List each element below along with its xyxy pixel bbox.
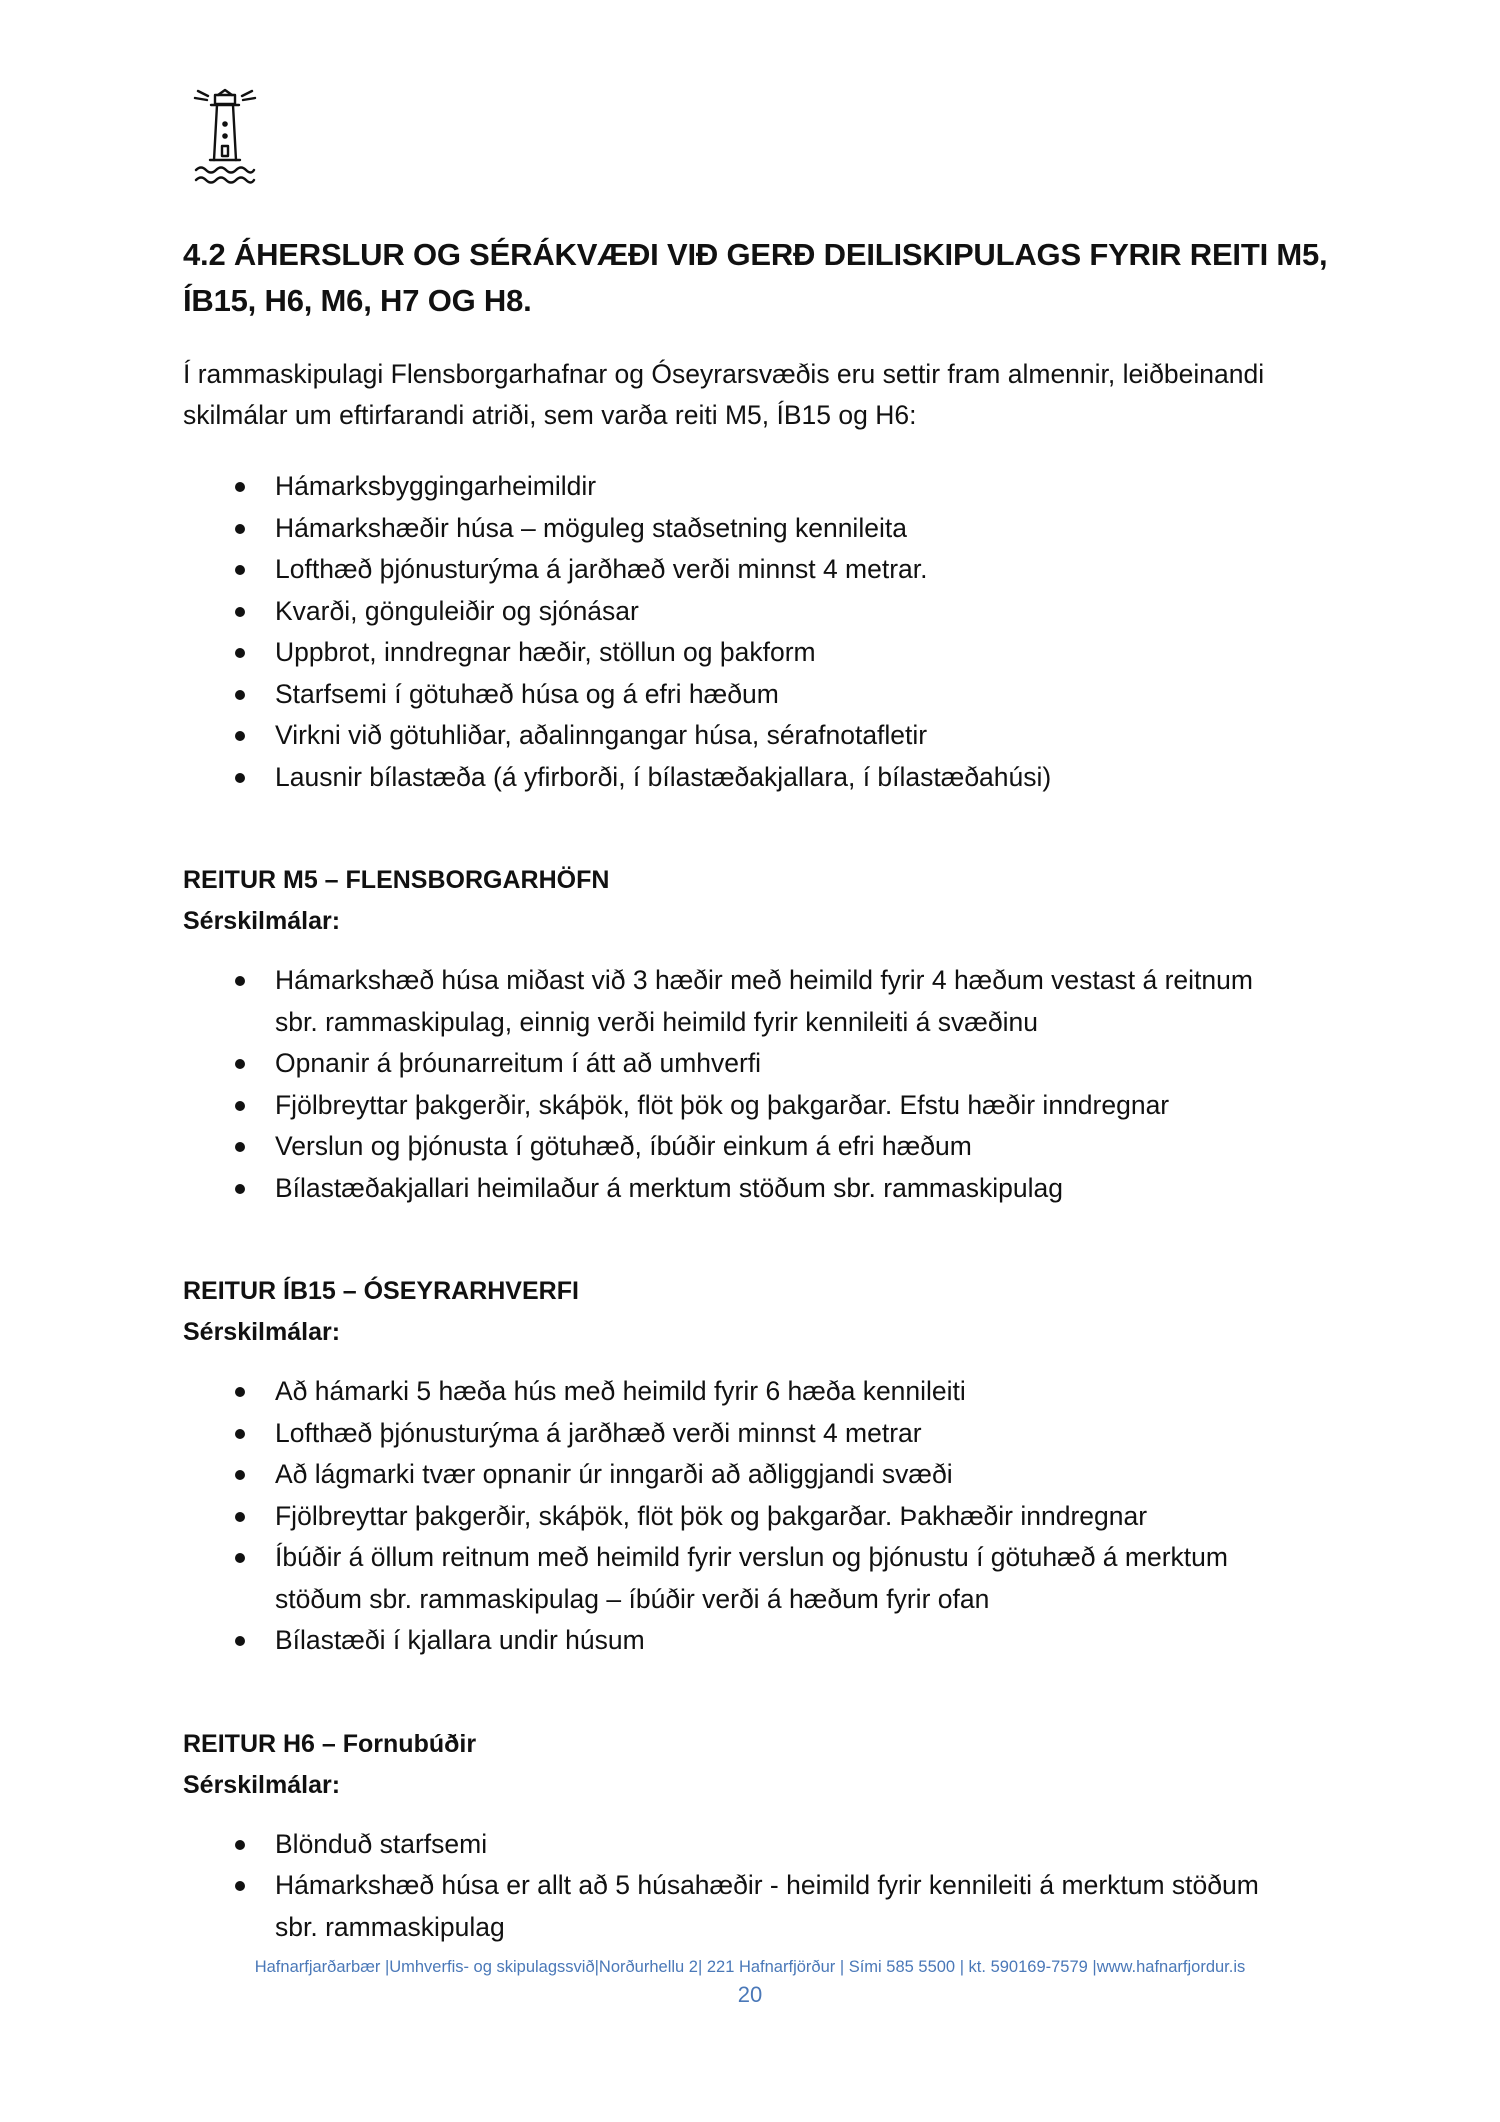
document-body	[183, 232, 1333, 1948]
list-item: Lofthæð þjónusturýma á jarðhæð verði minnst 4 metrar	[275, 1413, 1333, 1455]
list-item: Uppbrot, inndregnar hæðir, stöllun og þakform	[275, 632, 1333, 674]
list-item	[275, 960, 1333, 1043]
section-subheading: Sérskilmálar:	[183, 907, 341, 935]
list-item	[275, 1865, 1333, 1948]
list-item: Lofthæð þjónusturýma á jarðhæð verði minnst 4 metrar.	[275, 549, 1333, 591]
list-item-line: Hámarkshæð húsa er allt að 5 húsahæðir - heimild fyrir kennileiti á merktum stöðum	[275, 1870, 1259, 1900]
list-item: Blönduð starfsemi	[275, 1824, 1333, 1866]
list-item: Bílastæði í kjallara undir húsum	[275, 1620, 1333, 1662]
list-item: Að lágmarki tvær opnanir úr inngarði að aðliggjandi svæði	[275, 1454, 1333, 1496]
lighthouse-icon	[192, 88, 258, 188]
section-ib15	[183, 1271, 1333, 1662]
list-item-line: stöðum sbr. rammaskipulag – íbúðir verði á hæðum fyrir ofan	[275, 1583, 990, 1614]
list-item: Virkni við götuhliðar, aðalinngangar húsa, sérafnotafletir	[275, 715, 1333, 757]
title-line: ÍB15, H6, M6, H7 OG H8.	[183, 283, 532, 318]
footer-contact: Hafnarfjarðarbær |Umhverfis- og skipulagssvið|Norðurhellu 2| 221 Hafnarfjörður | Sími 585 5500 | kt. 590169-7579 |www.hafnarfjordur.is	[254, 1958, 1246, 1976]
list-item: Lausnir bílastæða (á yfirborði, í bílastæðakjallara, í bílastæðahúsi)	[275, 757, 1333, 799]
section-subheading: Sérskilmálar:	[183, 1770, 341, 1799]
list-item-line: sbr. rammaskipulag	[275, 1911, 505, 1942]
page-number: 20	[737, 1982, 763, 2007]
section-subheading: Sérskilmálar:	[183, 1318, 341, 1346]
special-terms-list	[183, 1371, 1333, 1662]
list-item-line: Hámarkshæð húsa miðast við 3 hæðir með heimild fyrir 4 hæðum vestast á reitnum	[275, 965, 1253, 995]
section-h6	[183, 1724, 1333, 1949]
list-item	[275, 1537, 1333, 1620]
list-item: Hámarksbyggingarheimildir	[275, 466, 1333, 508]
list-item-line: Íbúðir á öllum reitnum með heimild fyrir verslun og þjónustu í götuhæð á merktum	[275, 1542, 1228, 1572]
list-item: Hámarkshæðir húsa – möguleg staðsetning kennileita	[275, 508, 1333, 550]
list-item: Kvarði, gönguleiðir og sjónásar	[275, 591, 1333, 633]
lighthouse-logo	[192, 88, 258, 188]
section-heading: REITUR M5 – FLENSBORGARHÖFN	[183, 866, 610, 894]
title-line: 4.2 ÁHERSLUR OG SÉRÁKVÆÐI VIÐ GERÐ DEILISKIPULAGS FYRIR REITI M5,	[183, 237, 1328, 272]
list-item: Bílastæðakjallari heimilaður á merktum stöðum sbr. rammaskipulag	[275, 1168, 1333, 1210]
section-m5	[183, 860, 1333, 1209]
intro-paragraph	[183, 354, 1333, 436]
section-heading: REITUR ÍB15 – ÓSEYRARHVERFI	[183, 1277, 579, 1305]
list-item: Að hámarki 5 hæða hús með heimild fyrir 6 hæða kennileiti	[275, 1371, 1333, 1413]
general-terms-list	[183, 466, 1333, 798]
list-item: Starfsemi í götuhæð húsa og á efri hæðum	[275, 674, 1333, 716]
list-item: Fjölbreyttar þakgerðir, skáþök, flöt þök og þakgarðar. Efstu hæðir inndregnar	[275, 1085, 1333, 1127]
list-item: Fjölbreyttar þakgerðir, skáþök, flöt þök og þakgarðar. Þakhæðir inndregnar	[275, 1496, 1333, 1538]
list-item-line: sbr. rammaskipulag, einnig verði heimild fyrir kennileiti á svæðinu	[275, 1006, 1038, 1037]
intro-line: skilmálar um eftirfarandi atriði, sem varða reiti M5, ÍB15 og H6:	[183, 400, 917, 430]
section-heading: REITUR H6 – Fornubúðir	[183, 1729, 477, 1758]
list-item: Verslun og þjónusta í götuhæð, íbúðir einkum á efri hæðum	[275, 1126, 1333, 1168]
section-title	[183, 232, 1333, 324]
special-terms-list	[183, 960, 1333, 1209]
list-item: Opnanir á þróunarreitum í átt að umhverfi	[275, 1043, 1333, 1085]
special-terms-list	[183, 1824, 1333, 1949]
intro-line: Í rammaskipulagi Flensborgarhafnar og Óseyrarsvæðis eru settir fram almennir, leiðbeinandi	[183, 359, 1265, 389]
